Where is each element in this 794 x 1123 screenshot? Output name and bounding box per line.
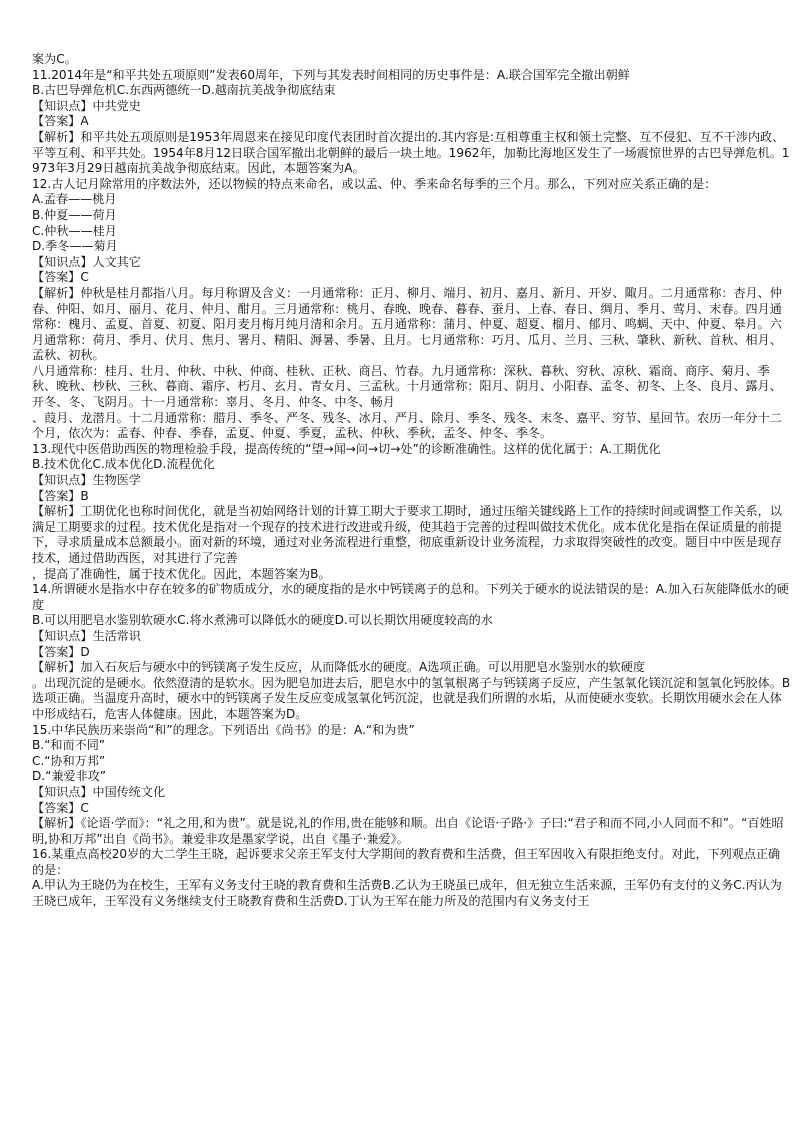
- text-line: 案为C。: [32, 52, 77, 66]
- question-13-analysis-cont: ，提高了准确性，属于技术优化。因此，本题答案为B。: [32, 566, 331, 581]
- question-13-knowledge: 【知识点】生物医学: [32, 473, 141, 488]
- question-11-analysis: 【解析】和平共处五项原则是1953年周恩来在接见印度代表团时首次提出的.其内容是:互相尊重主权和领土完整、互不侵犯、互不干涉内政、平等互利、和平共处。1954年8月12日联合国军撤出北朝鲜的最后一块土地。1962年，加勒比海地区发生了一场震惊世界的古巴导弹危机。1973年3月29日越南抗美战争彻底结束。因此，本题答案为A。: [32, 129, 790, 176]
- question-14-analysis: 【解析】加入石灰后与硬水中的钙镁离子发生反应，从而降低水的硬度。A选项正确。可以用肥皂水鉴别水的软硬度: [32, 660, 645, 675]
- question-15-answer: 【答案】C: [32, 800, 89, 815]
- question-12-answer: 【答案】C: [32, 270, 89, 285]
- question-12-option-c: C.仲秋——桂月: [32, 223, 117, 238]
- question-12-option-d: D.季冬——菊月: [32, 239, 118, 254]
- question-11-stem: 11.2014年是“和平共处五项原则”发表60周年，下列与其发表时间相同的历史事件是：A.联合国军完全撤出朝鲜: [32, 67, 630, 82]
- question-12-stem: 12.古人记月除常用的序数法外，还以物候的特点来命名，或以孟、仲、季来命名每季的三个月。那么，下列对应关系正确的是：: [32, 176, 717, 191]
- question-12-analysis: 【解析】仲秋是桂月都指八月。每月称谓及含义：一月通常称：正月、柳月、端月、初月、嘉月、新月、开岁、陬月。二月通常称：杏月、仲春、仲阳、如月、丽月、花月、仲月、酣月。三月通常称：桃月、春晚、晚春、暮春、蚕月、上春、春日、绸月、季月、莺月、末春。四月通常称：槐月、孟夏、首夏、初夏、阳月麦月梅月纯月清和余月。五月通常称：蒲月、仲夏、超夏、榴月、郁月、鸣蜩、天中、仲夏、皋月。六月通常称：荷月、季月、伏月、焦月、署月、精阳、溽暑、季暑、且月。七月通常称：巧月、瓜月、兰月、三秋、肇秋、新秋、首秋、相月、孟秋、初秋。: [32, 285, 782, 363]
- question-11-answer: 【答案】A: [32, 114, 89, 129]
- question-14-stem: 14.所谓硬水是指水中存在较多的矿物质成分，水的硬度指的是水中钙镁离子的总和。下列关于硬水的说法错误的是：A.加入石灰能降低水的硬度: [32, 582, 789, 612]
- question-12-option-a: A.孟春——桃月: [32, 192, 117, 207]
- question-14-analysis-cont: 。出现沉淀的是硬水。依然澄清的是软水。因为肥皂加进去后，肥皂水中的氢氧根离子与钙镁离子反应，产生氢氧化镁沉淀和氢氧化钙胶体。B选项正确。当温度升高时，硬水中的钙镁离子发生反应变成氢氧化钙沉淀，也就是我们所谓的水垢，从而使硬水变软。长期饮用硬水会在人体中形成结石，危害人体健康。因此，本题答案为D。: [32, 675, 791, 721]
- question-14-options: B.可以用肥皂水鉴别软硬水C.将水煮沸可以降低水的硬度D.可以长期饮用硬度较高的水: [32, 613, 493, 628]
- question-12-knowledge: 【知识点】人文其它: [32, 254, 141, 269]
- question-13-options: B.技术优化C.成本优化D.流程优化: [32, 457, 215, 472]
- question-15-stem: 15.中华民族历来崇尚“和”的理念。下列语出《尚书》的是：A.“和为贵”: [32, 722, 415, 737]
- question-13-stem: 13.现代中医借助西医的物理检验手段，提高传统的“望→闻→问→切→处”的诊断准确性。这样的优化属于：A.工期优化: [32, 441, 661, 456]
- question-13-analysis: 【解析】工期优化也称时间优化，就是当初始网络计划的计算工期大于要求工期时，通过压缩关键线路上工作的持续时间或调整工作关系，以满足工期要求的过程。技术优化是指对一个现存的技术进行改进或升级，使其趋于完善的过程叫做技术优化。成本优化是指在保证质量的前提下，寻求质量成本总额最小。面对新的环境，通过对业务流程进行重整，彻底重新设计业务流程，力求取得突破性的改变。题目中中医是现存技术，通过借助西医，对其进行了完善: [32, 504, 782, 565]
- document-page: [32, 52, 792, 910]
- question-15-knowledge: 【知识点】中国传统文化: [32, 784, 166, 799]
- question-15-option-c: C.“协和万邦”: [32, 753, 106, 768]
- question-12-analysis-cont: 、葭月、龙潜月。十二月通常称：腊月、季冬、严冬、残冬、冰月、严月、除月、季冬、残冬、末冬、嘉平、穷节、星回节。农历一年分十二个月，依次为：孟春、仲春、季春，孟夏、仲夏、季夏，孟秋、仲秋、季秋，孟冬、仲冬、季冬。: [32, 410, 782, 441]
- question-12-option-b: B.仲夏——荷月: [32, 207, 117, 222]
- question-12-analysis-cont: 八月通常称：桂月、壮月、仲秋、中秋、仲商、桂秋、正秋、商吕、竹春。九月通常称：深秋、暮秋、穷秋、凉秋、霜商、商序、菊月、季秋、晚秋、杪秋、三秋、暮商、霜序、朽月、玄月、青女月、三孟秋。十月通常称：阳月、阴月、小阳春、孟冬、初冬、上冬、良月、露月、开冬、冬、飞阴月。十一月通常称：辜月、冬月、仲冬、中冬、畅月: [32, 363, 782, 410]
- question-11-options: B.古巴导弹危机C.东西两德统一D.越南抗美战争彻底结束: [32, 83, 336, 98]
- question-14-knowledge: 【知识点】生活常识: [32, 628, 141, 643]
- question-15-option-d: D.“兼爱非攻”: [32, 769, 107, 784]
- question-11-knowledge: 【知识点】中共党史: [32, 98, 141, 113]
- question-13-answer: 【答案】B: [32, 488, 89, 503]
- question-15-analysis: 【解析】《论语·学而》：“礼之用,和为贵”。就是说,礼的作用,贵在能够和顺。出自《论语·子路·》子曰:“君子和而不同,小人同而不和”。“百姓昭明,协和万邦”出自《尚书》。兼爱非攻是墨家学说，出自《墨子·兼爱》。: [32, 816, 784, 846]
- question-16-stem: 16.某重点高校20岁的大二学生王晓，起诉要求父亲王军支付大学期间的教育费和生活费，但王军因收入有限拒绝支付。对此，下列观点正确的是：: [32, 847, 781, 877]
- question-14-answer: 【答案】D: [32, 644, 90, 659]
- question-16-options: A.甲认为王晓仍为在校生，王军有义务支付王晓的教育费和生活费B.乙认为王晓虽已成年，但无独立生活来源，王军仍有支付的义务C.丙认为王晓已成年，王军没有义务继续支付王晓教育费和生活费D.丁认为王军在能力所及的范围内有义务支付王: [32, 878, 782, 909]
- question-15-option-b: B.“和而不同”: [32, 738, 106, 753]
